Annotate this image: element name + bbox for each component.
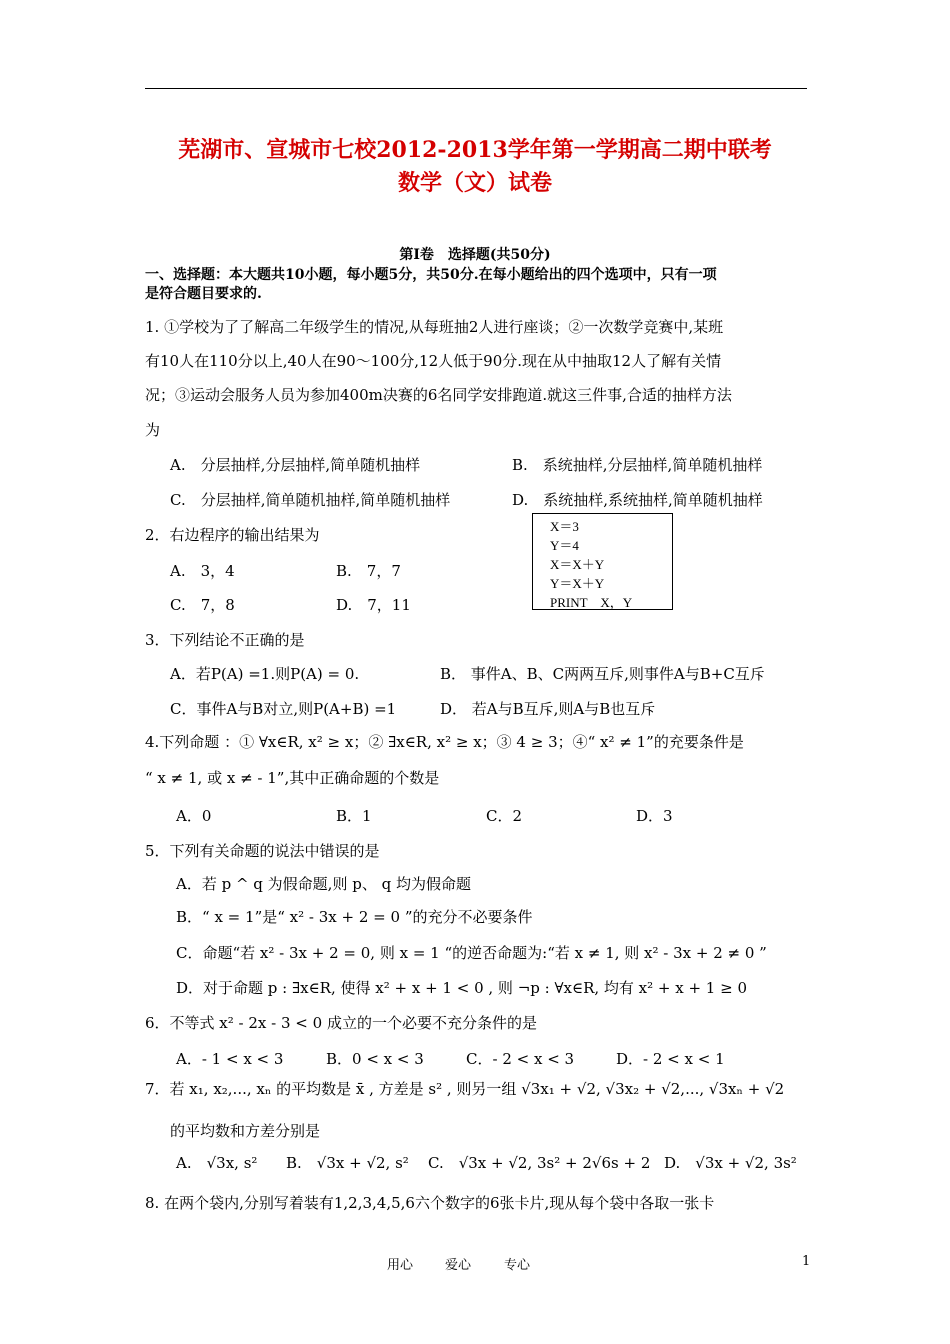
q1-option-a: A. 分层抽样,分层抽样,简单随机抽样 [170, 456, 421, 474]
footer-text-2: 爱心 [445, 1258, 472, 1273]
q4-option-a: A．0 [176, 807, 212, 825]
program-line: X＝3 [550, 519, 579, 534]
q7-option-c: C. √3x + √2, 3s² + 2√6s + 2 [428, 1154, 651, 1172]
q2-option-d: D. 7，11 [336, 596, 411, 614]
program-line: Y＝X＋Y [550, 576, 605, 591]
q3-option-b: B． 事件A、B、C两两互斥,则事件A与B+C互斥 [440, 665, 765, 683]
exam-subtitle: 数学（文）试卷 [397, 170, 552, 196]
q2-option-c: C. 7，8 [170, 596, 235, 614]
instructions-line-2: 是符合题目要求的. [145, 286, 262, 302]
q1-option-b: B. 系统抽样,分层抽样,简单随机抽样 [512, 456, 763, 474]
footer-text-3: 专心 [504, 1258, 531, 1273]
program-line: Y＝4 [550, 538, 579, 553]
q8-line-1: 8. 在两个袋内,分别写着装有1,2,3,4,5,6六个数字的6张卡片,现从每个袋中各取一张卡 [145, 1194, 715, 1212]
q4-option-d: D．3 [636, 807, 673, 825]
program-line: PRINT X，Y [550, 595, 633, 610]
q3-option-d: D． 若A与B互斥,则A与B也互斥 [440, 700, 656, 718]
q2-option-a: A. 3，4 [170, 562, 235, 580]
footer-text-1: 用心 [387, 1258, 414, 1273]
q3-option-c: C．事件A与B对立,则P(A+B) =1 [170, 700, 397, 718]
q1-option-d: D. 系统抽样,系统抽样,简单随机抽样 [512, 491, 763, 509]
q5-option-d: D．对于命题 p : ∃x∈R, 使得 x² + x + 1 < 0 , 则 ¬p : ∀x∈R, 均有 x² + x + 1 ≥ 0 [176, 979, 747, 997]
q4-line-1: 4.下列命题 ：① ∀x∈R, x² ≥ x；② ∃x∈R, x² ≥ x；③ 4 ≥ 3；④“ x² ≠ 1”的充要条件是 [145, 733, 744, 751]
q5-option-b: B．“ x = 1”是“ x² - 3x + 2 = 0 ”的充分不必要条件 [176, 908, 533, 926]
q5-option-c: C．命题“若 x² - 3x + 2 = 0, 则 x = 1 “的逆否命题为:“若 x ≠ 1, 则 x² - 3x + 2 ≠ 0 ” [176, 944, 767, 962]
program-line: X＝X＋Y [550, 557, 605, 572]
q3-stem: 3．下列结论不正确的是 [145, 631, 305, 649]
program-box [532, 513, 673, 610]
q6-option-b: B．0 < x < 3 [326, 1050, 424, 1068]
q7-option-b: B. √3x + √2, s² [286, 1154, 409, 1172]
q6-option-c: C．- 2 < x < 3 [466, 1050, 575, 1068]
exam-title: 芜湖市、宣城市七校2012-2013学年第一学期高二期中联考 [178, 137, 772, 163]
q4-option-c: C．2 [486, 807, 523, 825]
q4-option-b: B．1 [336, 807, 372, 825]
q1-line-3: 况；③运动会服务人员为参加400m决赛的6名同学安排跑道.就这三件事,合适的抽样方法 [145, 386, 732, 404]
q7-option-a: A. √3x, s² [176, 1154, 258, 1172]
q6-option-a: A．- 1 < x < 3 [176, 1050, 284, 1068]
section-heading: 第Ⅰ卷 选择题(共50分) [399, 247, 551, 263]
q5-option-a: A．若 p ^ q 为假命题,则 p、 q 均为假命题 [176, 875, 471, 893]
header-rule [145, 88, 807, 89]
q2-stem: 2．右边程序的输出结果为 [145, 526, 320, 544]
q2-option-b: B. 7，7 [336, 562, 401, 580]
q7-line-2: 的平均数和方差分别是 [170, 1122, 321, 1140]
q6-option-d: D．- 2 < x < 1 [616, 1050, 725, 1068]
q1-line-4: 为 [145, 421, 161, 439]
q3-option-a: A．若P(A) =1.则P(A) = 0. [170, 665, 360, 683]
q4-line-2: “ x ≠ 1, 或 x ≠ - 1”,其中正确命题的个数是 [145, 769, 440, 787]
page-number: 1 [802, 1254, 811, 1269]
q7-option-d: D. √3x + √2, 3s² [664, 1154, 797, 1172]
q1-line-2: 有10人在110分以上,40人在90～100分,12人低于90分.现在从中抽取12人了解有关情 [145, 352, 722, 370]
q1-option-c: C. 分层抽样,简单随机抽样,简单随机抽样 [170, 491, 451, 509]
q7-line-1: 7．若 x₁, x₂,..., xₙ 的平均数是 x̄ , 方差是 s² , 则另一组 √3x₁ + √2, √3x₂ + √2,..., √3xₙ + √2 [145, 1080, 785, 1098]
q6-stem: 6．不等式 x² - 2x - 3 < 0 成立的一个必要不充分条件的是 [145, 1014, 537, 1032]
q5-stem: 5．下列有关命题的说法中错误的是 [145, 842, 380, 860]
instructions-line-1: 一、选择题：本大题共10小题，每小题5分，共50分.在每小题给出的四个选项中，只有一项 [145, 267, 717, 283]
q1-line-1: 1. ①学校为了了解高二年级学生的情况,从每班抽2人进行座谈；②一次数学竞赛中,某班 [145, 318, 724, 336]
